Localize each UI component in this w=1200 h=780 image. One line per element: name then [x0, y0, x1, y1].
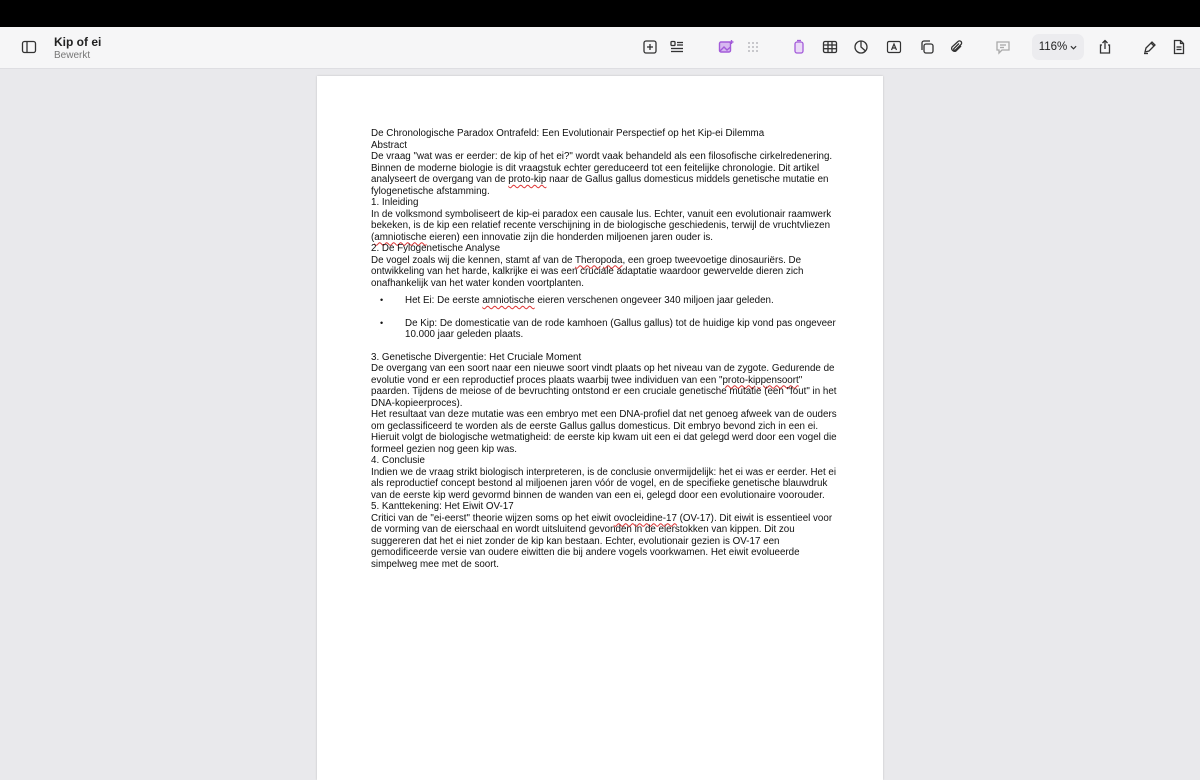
section-3-heading: 3. Genetische Divergentie: Het Cruciale Moment	[371, 351, 582, 363]
duplicate-icon[interactable]	[914, 34, 940, 60]
section-5-paragraph	[371, 513, 841, 571]
text-run: Het Ei: De eerste	[405, 295, 483, 306]
section-2-paragraph	[371, 255, 841, 290]
chart-icon[interactable]	[848, 34, 874, 60]
section-1-heading: 1. Inleiding	[371, 197, 419, 208]
textbox-icon[interactable]	[881, 34, 907, 60]
comment-icon[interactable]	[990, 34, 1016, 60]
spellcheck-mark: ovocleidine-17	[613, 512, 677, 524]
text-run: eieren verschenen ongeveer 340 miljoen jaar geleden.	[534, 295, 774, 306]
document-title: Kip of ei	[54, 35, 102, 49]
zoom-control[interactable]	[1032, 34, 1084, 60]
document-title-line: De Chronologische Paradox Ontrafeld: Een Evolutionair Perspectief op het Kip-ei Dilemma	[371, 128, 765, 139]
toolbar	[0, 27, 1200, 69]
section-3-paragraph-2: Het resultaat van deze mutatie was een embryo met een DNA-profiel dat net genoeg afweek van de ouders om geclassificeerd te worden als de eerste Gallus gallus domesticus. Dit embryo bevond zich in een ei. Hieruit volgt de biologische wetmatigheid: de eerste kip kwam uit een ei dat gelegd werd door een vogel die formeel gezien nog geen kip was.	[371, 409, 837, 455]
insert-image-icon[interactable]	[713, 34, 739, 60]
spellcheck-mark: amniotische	[374, 231, 427, 243]
table-icon[interactable]	[817, 34, 843, 60]
pen-icon[interactable]	[1137, 34, 1163, 60]
text-run: (OV-17). Dit eiwit is essentieel voor de vorming van de eierschaal en wordt uitsluitend gevonden in de eierstokken van kippen. Dit zou suggereren dat het ei niet zonder de kip kan bestaan. Echter, evolutionair gezien is OV-17 een gemodificeerde versie van oudere eiwitten die bij andere vogels voorkwamen. Het eiwit evolueerde simpelweg mee met de soort.	[371, 512, 833, 570]
spellcheck-mark: Theropoda	[575, 254, 623, 266]
sidebar-toggle-icon[interactable]	[16, 34, 42, 60]
spellcheck-mark: amniotische	[482, 295, 535, 306]
document-icon[interactable]	[1166, 34, 1192, 60]
document-title-block[interactable]	[54, 35, 101, 62]
text-format-icon[interactable]	[664, 34, 690, 60]
text-run: De vogel zoals wij die kennen, stamt af van de	[371, 254, 576, 266]
list-item: • De Kip: De domesticatie van de rode kamhoen (Gallus gallus) tot de huidige kip vond pas ongeveer 10.000 jaar geleden plaats.	[371, 318, 841, 341]
grid-icon[interactable]	[740, 34, 766, 60]
text-run: eieren) een innovatie zijn die honderden miljoenen jaren ouder is.	[426, 231, 714, 243]
spellcheck-mark: proto-kippensoort	[722, 374, 799, 386]
zoom-level: 116%	[1038, 41, 1068, 53]
attach-icon[interactable]	[944, 34, 970, 60]
section-3-paragraph	[371, 363, 841, 409]
abstract-heading: Abstract	[371, 139, 407, 151]
abstract-paragraph	[371, 151, 841, 197]
list-item	[371, 295, 841, 307]
text-run: naar de Gallus gallus domesticus middels genetische mutatie en fylogenetische afstamming.	[371, 174, 829, 197]
text-run: De overgang van een soort naar een nieuwe soort vindt plaats op het niveau van de zygote. Gedurende de evolutie vond er een reproductief proces plaats waarbij twee individuen van een "	[371, 363, 835, 386]
text-run: , een groep tweevoetige dinosauriërs. De ontwikkeling van het harde, kalkrijke ei was een cruciale adaptatie waardoor gewervelde dieren zich onafhankelijk van het water konden voortplanten.	[371, 254, 804, 289]
chevron-down-icon	[1070, 44, 1077, 51]
spellcheck-mark: proto-kip	[508, 174, 547, 185]
text-run: " paarden. Tijdens de meiose of de bevruchting ontstond er een cruciale genetische mutatie (een "fout" in het DNA-kopieerproces).	[371, 374, 837, 409]
add-page-icon[interactable]	[637, 34, 663, 60]
section-4-heading: 4. Conclusie	[371, 455, 425, 466]
text-run: Critici van de "ei-eerst" theorie wijzen soms op het eiwit	[371, 512, 614, 524]
document-body[interactable]	[371, 128, 841, 570]
share-icon[interactable]	[1092, 34, 1118, 60]
bullet-list	[371, 295, 841, 341]
document-status: Bewerkt	[54, 50, 91, 61]
section-1-paragraph	[371, 209, 841, 244]
text-run: De vraag "wat was er eerder: de kip of het ei?" wordt vaak behandeld als een filosofische cirkelredenering. Binnen de moderne biologie is dit vraagstuk echter gereduceerd tot een feitelijke chronologie. Dit artikel analyseert de overgang van de	[371, 151, 833, 185]
section-5-heading: 5. Kanttekening: Het Eiwit OV-17	[371, 501, 514, 512]
text-run: In de volksmond symboliseert de kip-ei paradox een causale lus. Echter, vanuit een evolutionair raamwerk bekeken, is de kip een relatief recente verschijning in de biologische geschiedenis, terwijl de vruchtvliezen (	[371, 208, 832, 243]
section-4-paragraph: Indien we de vraag strikt biologisch interpreteren, is de conclusie onvermijdelijk: het ei was er eerder. Het ei als reproductief concept bestond al miljoenen jaren vóór de vogel, en de specifieke genetische blauwdruk van de eerste kip werd gevormd binnen de wanden van een ei, gelegd door een evolutionaire voorouder.	[371, 466, 837, 501]
shape-icon[interactable]	[786, 34, 812, 60]
section-2-heading: 2. De Fylogenetische Analyse	[371, 243, 501, 254]
top-black-bar	[0, 0, 1200, 27]
document-page[interactable]	[317, 76, 883, 780]
